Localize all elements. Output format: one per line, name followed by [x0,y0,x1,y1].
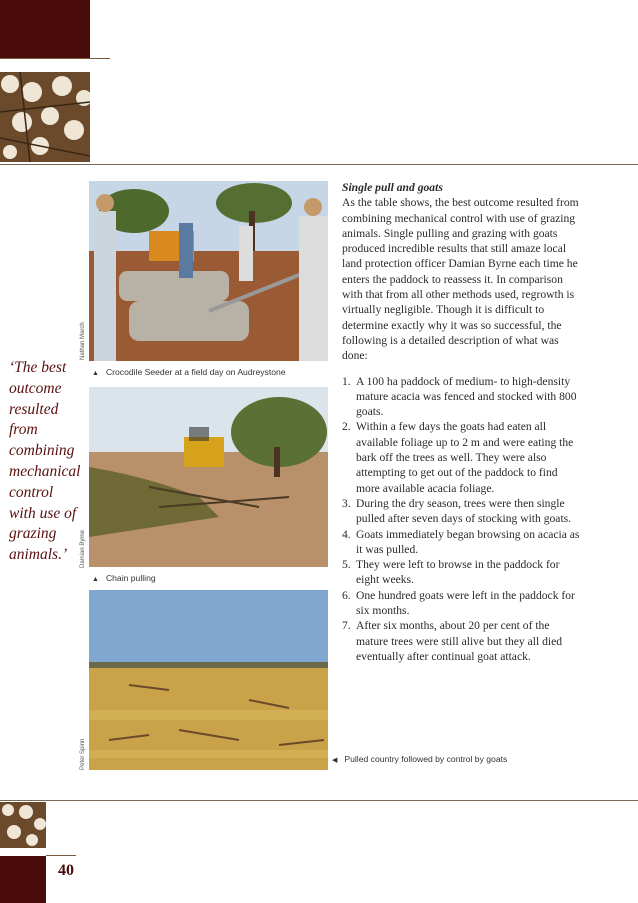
photo-crocodile-seeder [89,181,328,361]
list-item [342,496,582,527]
list-item [342,419,582,495]
list-text: Goats immediately began browsing on acacia as it was pulled. [356,527,580,556]
photo-caption [92,573,156,583]
wattle-flower-image-small [0,802,46,848]
list-number: 5. [342,558,351,572]
list-text: Within a few days the goats had eaten all available foliage up to 2 m and were eating the bark off the trees as well. They were also attempting to get out of the paddock to find more available acacia foliage. [356,420,574,495]
page-number: 40 [58,862,74,879]
photo-chain-pulling [89,387,328,567]
article-column [342,180,582,664]
list-number: 7. [342,619,351,633]
photo-caption [92,367,286,377]
list-text: One hundred goats were left in the paddock for six months. [356,588,575,618]
caret-up-icon: ▲ [92,370,99,377]
photo-caption [332,754,507,764]
list-item [342,374,582,420]
list-item [342,618,582,664]
wattle-flower-image [0,72,90,162]
body-paragraph: As the table shows, the best outcome resulted from combining mechanical control with use of grazing animals. Single pulling and grazing with goats produced incredible results that still amaze local land protection officer Damian Byrne each time he enters the paddock to reassess it. In comparison with that from all other methods used, regrowth is virtually negligible. Though it is difficult to determine exactly why it was so successful, the following is a detailed description of what was done: [342,196,579,363]
section-divider [0,164,638,165]
top-rule [0,58,110,59]
photo-pulled-country [89,590,328,770]
photo-credit: Peter Spinn [80,738,86,770]
caret-up-icon: ▲ [92,576,99,583]
list-text: A 100 ha paddock of medium- to high-density mature acacia was fenced and stocked with 800 goats. [356,374,577,419]
photo-credit: Nathan March [80,322,86,360]
list-item [342,588,582,619]
list-text: After six months, about 20 per cent of the mature trees were still alive but they all died eventually after continual goat attack. [356,619,563,663]
list-number: 2. [342,420,351,434]
list-item [342,557,582,588]
list-text: During the dry season, trees were then single pulled after seven days of stocking with goats. [356,496,572,526]
section-heading: Single pull and goats [342,181,443,194]
caption-text: Pulled country followed by control by goats [344,754,508,764]
page-number-rule [46,855,76,856]
list-number: 1. [342,374,351,388]
steps-list [342,374,582,665]
pull-quote: ‘The best outcome resulted from combining mechanical control with use of grazing animals.’ [9,359,81,564]
bottom-color-block [0,856,46,903]
list-item [342,527,582,558]
caption-text: Crocodile Seeder at a field day on Audreystone [105,367,286,377]
caret-left-icon: ◀ [332,757,338,764]
caption-text: Chain pulling [105,573,156,583]
list-number: 6. [342,588,351,602]
list-number: 3. [342,496,351,510]
list-text: They were left to browse in the paddock for eight weeks. [356,558,560,587]
bottom-divider [0,800,638,801]
top-color-block [0,0,90,58]
photo-credit: Damian Byrne [80,529,86,568]
list-number: 4. [342,527,351,541]
